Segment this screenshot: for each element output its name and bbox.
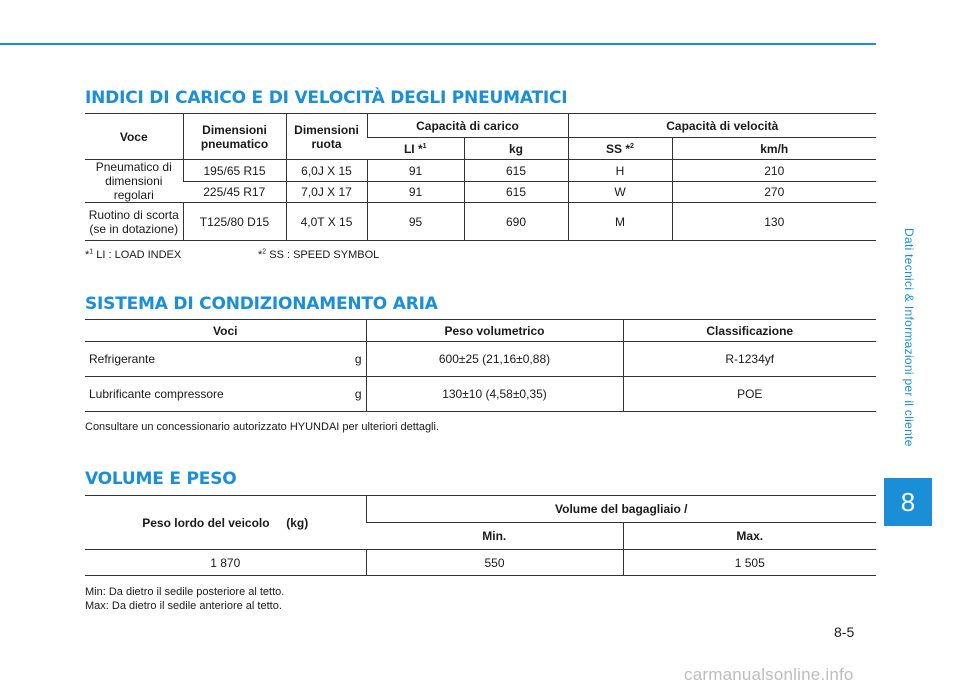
cell-kmh: 270 <box>672 182 876 203</box>
header-min: Min. <box>366 523 623 550</box>
header-luggage-volume: Volume del bagagliaio / <box>366 496 876 523</box>
tyre-index-table <box>85 113 876 241</box>
section-title-tyres: INDICI DI CARICO E DI VELOCITÀ DEGLI PNEUMATICI <box>85 88 568 108</box>
cell-wheel: 6,0J X 15 <box>286 160 367 182</box>
table-row <box>85 182 876 203</box>
header-li: LI *$^1$ <box>367 138 464 160</box>
header-voce: Voce <box>85 114 183 160</box>
volume-note-min: Min: Da dietro il sedile posteriore al tetto. <box>85 586 285 598</box>
cell-class: POE <box>623 377 876 412</box>
chapter-tab: 8 <box>884 478 932 526</box>
header-max: Max. <box>623 523 876 550</box>
cell-weight: 600±25 (21,16±0,88) <box>366 342 623 377</box>
cell-max: 1 505 <box>623 550 876 576</box>
cell-tyre: 225/45 R17 <box>183 182 286 203</box>
cell-min: 550 <box>366 550 623 576</box>
aircon-table <box>85 319 876 412</box>
table-row <box>85 342 876 377</box>
aircon-note: Consultare un concessionario autorizzato HYUNDAI per ulteriori dettagli. <box>85 421 440 433</box>
header-load-capacity: Capacità di carico <box>367 114 568 138</box>
cell-tyre: 195/65 R15 <box>183 160 286 182</box>
row-label-regular: Pneumatico di dimensioni regolari <box>85 160 183 203</box>
cell-item: Refrigerante g <box>85 342 366 377</box>
header-peso: Peso volumetrico <box>366 320 623 342</box>
header-ss: SS *$^2$ <box>568 138 672 160</box>
header-tyre-size: Dimensioni pneumatico <box>183 114 286 160</box>
cell-wheel: 7,0J X 17 <box>286 182 367 203</box>
cell-ss: H <box>568 160 672 182</box>
cell-li: 91 <box>367 182 464 203</box>
cell-class: R-1234yf <box>623 342 876 377</box>
cell-kmh: 130 <box>672 203 876 241</box>
cell-wheel: 4,0T X 15 <box>286 203 367 241</box>
header-class: Classificazione <box>623 320 876 342</box>
header-kg: kg <box>464 138 568 160</box>
volume-weight-table <box>85 495 876 576</box>
cell-item: Lubrificante compressore g <box>85 377 366 412</box>
cell-li: 91 <box>367 160 464 182</box>
cell-kg: 690 <box>464 203 568 241</box>
footnote-li: *$^1$ LI : LOAD INDEX <box>85 248 182 261</box>
cell-li: 95 <box>367 203 464 241</box>
cell-weight: 130±10 (4,58±0,35) <box>366 377 623 412</box>
volume-note-max: Max: Da dietro il sedile anteriore al tetto. <box>85 600 282 612</box>
page-number: 8-5 <box>834 624 855 640</box>
cell-kg: 615 <box>464 160 568 182</box>
table-row <box>85 160 876 182</box>
chapter-side-label: Dati tecnici & Informazioni per il cliente <box>902 228 916 447</box>
footnote-ss: *$^2$ SS : SPEED SYMBOL <box>258 248 380 261</box>
cell-ss: W <box>568 182 672 203</box>
header-voci: Voci <box>85 320 366 342</box>
section-title-aircon: SISTEMA DI CONDIZIONAMENTO ARIA <box>85 294 438 314</box>
top-rule <box>0 43 876 45</box>
watermark: carmanualsonline.info <box>684 665 854 684</box>
table-row <box>85 203 876 241</box>
header-kmh: km/h <box>672 138 876 160</box>
cell-kmh: 210 <box>672 160 876 182</box>
cell-kg: 615 <box>464 182 568 203</box>
table-row <box>85 377 876 412</box>
cell-gross: 1 870 <box>85 550 366 576</box>
table-row <box>85 550 876 576</box>
cell-ss: M <box>568 203 672 241</box>
header-wheel-size: Dimensioni ruota <box>286 114 367 160</box>
header-gross-weight: Peso lordo del veicolo (kg) <box>85 496 366 550</box>
cell-tyre: T125/80 D15 <box>183 203 286 241</box>
header-speed-capacity: Capacità di velocità <box>568 114 876 138</box>
section-title-volume: VOLUME E PESO <box>85 469 237 489</box>
row-label-spare: Ruotino di scorta (se in dotazione) <box>85 203 183 241</box>
